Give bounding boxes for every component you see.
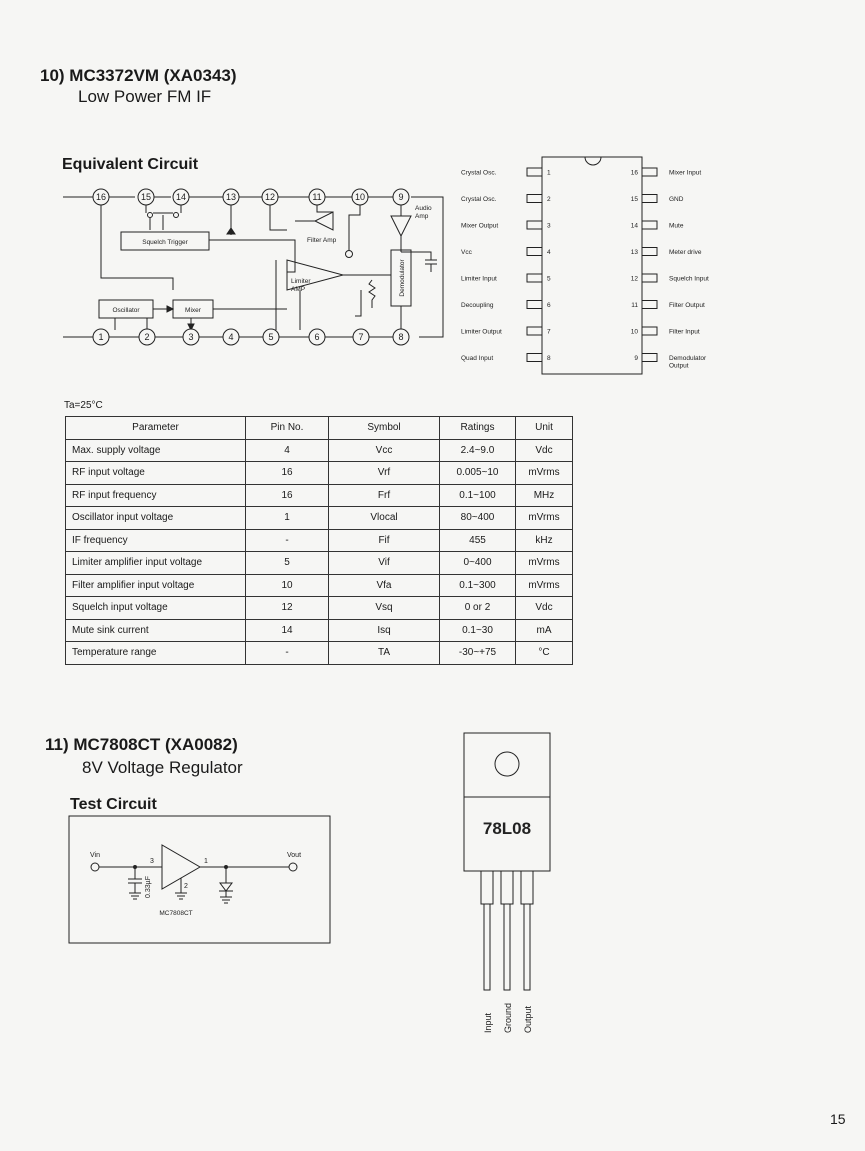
- table-row: [66, 597, 573, 620]
- top-pin-9: 9: [398, 192, 404, 202]
- table-cell-unit: mA: [516, 619, 573, 642]
- bottom-pin-1: 1: [98, 332, 104, 342]
- table-cell-rat: 0.1~30: [440, 619, 516, 642]
- table-cell-sym: Frf: [329, 484, 440, 507]
- pin2-label: 2: [184, 883, 188, 890]
- table-header-row: [66, 417, 573, 440]
- table-cell-unit: mVrms: [516, 507, 573, 530]
- bottom-pin-7: 7: [358, 332, 364, 342]
- pin-number: 8: [547, 355, 551, 362]
- table-cell-rat: 0.005~10: [440, 462, 516, 485]
- ratings-table: [65, 416, 573, 665]
- table-cell-sym: Vlocal: [329, 507, 440, 530]
- pin3-label: 3: [150, 858, 154, 865]
- oscillator-label: Oscillator: [112, 307, 140, 314]
- audio-amp-label-2: Amp: [415, 213, 429, 220]
- pin-label: Vcc: [461, 249, 472, 256]
- table-cell-sym: Vcc: [329, 439, 440, 462]
- pin-lead: [642, 221, 657, 229]
- top-pin-11: 11: [312, 192, 322, 202]
- top-pin-13: 13: [225, 192, 237, 202]
- pin-label: Meter drive: [669, 249, 702, 256]
- pin-label: Limiter Input: [461, 275, 497, 283]
- pin-number: 4: [547, 249, 551, 256]
- top-pin-14: 14: [175, 192, 187, 202]
- limiter-label-2: AMP: [291, 286, 306, 293]
- header-symbol: Symbol: [329, 417, 440, 440]
- table-cell-pin: 14: [246, 619, 329, 642]
- pin-label-line2: Output: [669, 362, 689, 370]
- table-row: [66, 642, 573, 665]
- section-11-subtitle: 8V Voltage Regulator: [82, 758, 243, 777]
- pin-number: 14: [630, 222, 638, 230]
- capacitor-label: 0.33µF: [145, 876, 152, 898]
- table-row: [66, 552, 573, 575]
- pin-lead: [642, 301, 657, 309]
- pin-lead: [642, 274, 657, 282]
- table-row: [66, 439, 573, 462]
- pin-lead: [527, 168, 542, 176]
- mounting-hole-icon: [495, 752, 519, 776]
- pin-lead: [642, 248, 657, 256]
- pin-label: Filter Output: [669, 302, 705, 309]
- table-cell-rat: 455: [440, 529, 516, 552]
- pin-lead: [642, 327, 657, 335]
- pin-label: Squelch Input: [669, 275, 709, 283]
- lead-ground-label: Ground: [503, 1002, 513, 1033]
- table-cell-sym: Fif: [329, 529, 440, 552]
- table-cell-param: Limiter amplifier input voltage: [66, 552, 246, 575]
- table-cell-param: Temperature range: [66, 642, 246, 665]
- table-cell-param: Oscillator input voltage: [66, 507, 246, 530]
- table-row: [66, 484, 573, 507]
- ic-notch: [585, 157, 601, 165]
- table-cell-pin: 10: [246, 574, 329, 597]
- pin-label: Crystal Osc.: [461, 169, 497, 177]
- pin-lead: [527, 274, 542, 282]
- table-cell-pin: -: [246, 529, 329, 552]
- pin-number: 3: [547, 222, 551, 230]
- pin-number: 12: [630, 275, 638, 283]
- pin-label: Crystal Osc.: [461, 196, 497, 203]
- equivalent-circuit-heading: Equivalent Circuit: [62, 156, 199, 173]
- table-cell-rat: 80~400: [440, 507, 516, 530]
- header-parameter: Parameter: [66, 417, 246, 440]
- table-cell-param: RF input frequency: [66, 484, 246, 507]
- bottom-pin-3: 3: [188, 332, 194, 342]
- table-cell-param: Max. supply voltage: [66, 439, 246, 462]
- ta-note: Ta=25°C: [64, 400, 103, 411]
- test-circuit-heading: Test Circuit: [70, 796, 157, 813]
- part-label: MC7808CT: [159, 910, 193, 917]
- table-cell-rat: 2.4~9.0: [440, 439, 516, 462]
- limiter-label-1: Limiter: [291, 278, 311, 285]
- to220-package-diagram: [460, 730, 560, 1045]
- pin-label: GND: [669, 196, 684, 203]
- top-pin-12: 12: [264, 192, 276, 202]
- lead-input-label: Input: [483, 1012, 493, 1033]
- table-cell-unit: MHz: [516, 484, 573, 507]
- table-cell-sym: Vsq: [329, 597, 440, 620]
- pin-label: Limiter Output: [461, 328, 502, 336]
- pin-number: 5: [547, 275, 551, 283]
- table-cell-rat: 0.1~100: [440, 484, 516, 507]
- table-row: [66, 529, 573, 552]
- bottom-pin-6: 6: [314, 332, 320, 342]
- equivalent-circuit-diagram: [55, 180, 455, 355]
- table-cell-param: Filter amplifier input voltage: [66, 574, 246, 597]
- table-cell-param: Squelch input voltage: [66, 597, 246, 620]
- table-cell-pin: -: [246, 642, 329, 665]
- section-10-title: 10) MC3372VM (XA0343): [40, 66, 237, 85]
- table-cell-sym: Vrf: [329, 462, 440, 485]
- table-cell-pin: 12: [246, 597, 329, 620]
- table-cell-sym: TA: [329, 642, 440, 665]
- table-cell-unit: °C: [516, 642, 573, 665]
- pin-number: 1: [547, 169, 551, 177]
- table-cell-unit: kHz: [516, 529, 573, 552]
- pin-label: Quad Input: [461, 355, 494, 362]
- table-row: [66, 462, 573, 485]
- pin-number: 13: [630, 249, 638, 256]
- table-cell-unit: mVrms: [516, 552, 573, 575]
- mixer-label: Mixer: [185, 307, 201, 314]
- pin-label: Mute: [669, 222, 684, 230]
- audio-amp-label-1: Audio: [415, 205, 432, 212]
- table-cell-unit: Vdc: [516, 597, 573, 620]
- pin-number: 2: [547, 196, 551, 203]
- table-cell-sym: Isq: [329, 619, 440, 642]
- header-unit: Unit: [516, 417, 573, 440]
- table-cell-rat: 0.1~300: [440, 574, 516, 597]
- table-cell-pin: 16: [246, 484, 329, 507]
- bottom-pin-4: 4: [228, 332, 234, 342]
- top-pin-10: 10: [354, 192, 366, 202]
- top-pin-15: 15: [140, 192, 152, 202]
- bottom-pin-8: 8: [398, 332, 404, 342]
- vout-label: Vout: [287, 852, 302, 859]
- table-cell-pin: 4: [246, 439, 329, 462]
- page-number: 15: [830, 1111, 846, 1127]
- dip16-pinout-diagram: [455, 150, 735, 380]
- table-cell-rat: 0~400: [440, 552, 516, 575]
- section-10-subtitle: Low Power FM IF: [78, 87, 212, 106]
- pin-number: 15: [630, 196, 638, 203]
- pin-lead: [527, 248, 542, 256]
- lead-output-label: Output: [523, 1005, 533, 1033]
- table-cell-pin: 5: [246, 552, 329, 575]
- pin1-label: 1: [204, 858, 208, 865]
- bottom-pin-5: 5: [268, 332, 274, 342]
- squelch-trigger-label: Squelch Trigger: [142, 239, 188, 246]
- section-11-title: 11) MC7808CT (XA0082): [45, 735, 238, 754]
- table-cell-pin: 1: [246, 507, 329, 530]
- pin-lead: [527, 354, 542, 362]
- table-cell-unit: Vdc: [516, 439, 573, 462]
- pin-lead: [527, 221, 542, 229]
- table-row: [66, 507, 573, 530]
- table-cell-sym: Vfa: [329, 574, 440, 597]
- pin-lead: [642, 168, 657, 176]
- pin-lead: [527, 301, 542, 309]
- package-body: [464, 733, 550, 871]
- pin-lead: [527, 195, 542, 203]
- pin-number: 6: [547, 302, 551, 309]
- pin-label: Mixer Output: [461, 222, 499, 230]
- test-circuit-diagram: [68, 815, 332, 945]
- table-cell-param: IF frequency: [66, 529, 246, 552]
- filter-amp-label: Filter Amp: [307, 237, 337, 244]
- pin-lead: [642, 354, 657, 362]
- table-cell-unit: mVrms: [516, 462, 573, 485]
- pin-number: 10: [630, 328, 638, 336]
- header-pin-no: Pin No.: [246, 417, 329, 440]
- pin-lead: [527, 327, 542, 335]
- pin-lead: [642, 195, 657, 203]
- table-cell-pin: 16: [246, 462, 329, 485]
- top-pin-16: 16: [95, 192, 107, 202]
- pin-label: Decoupling: [461, 302, 494, 309]
- bottom-pin-2: 2: [144, 332, 150, 342]
- table-cell-sym: Vif: [329, 552, 440, 575]
- table-cell-param: Mute sink current: [66, 619, 246, 642]
- pin-label: Demodulator: [669, 355, 707, 362]
- table-cell-unit: mVrms: [516, 574, 573, 597]
- package-marking: 78L08: [482, 819, 532, 838]
- pin-number: 11: [631, 302, 638, 309]
- pin-number: 16: [630, 169, 638, 177]
- header-ratings: Ratings: [440, 417, 516, 440]
- demodulator-label: Demodulator: [399, 259, 406, 297]
- table-row: [66, 619, 573, 642]
- ic-package-body: [542, 157, 642, 374]
- pin-label: Mixer Input: [669, 169, 702, 177]
- pin-number: 7: [547, 328, 551, 336]
- pin-number: 9: [634, 355, 638, 362]
- table-cell-rat: -30~+75: [440, 642, 516, 665]
- table-cell-param: RF input voltage: [66, 462, 246, 485]
- pin-label: Filter Input: [669, 328, 700, 336]
- table-cell-rat: 0 or 2: [440, 597, 516, 620]
- table-row: [66, 574, 573, 597]
- vin-label: Vin: [90, 852, 100, 859]
